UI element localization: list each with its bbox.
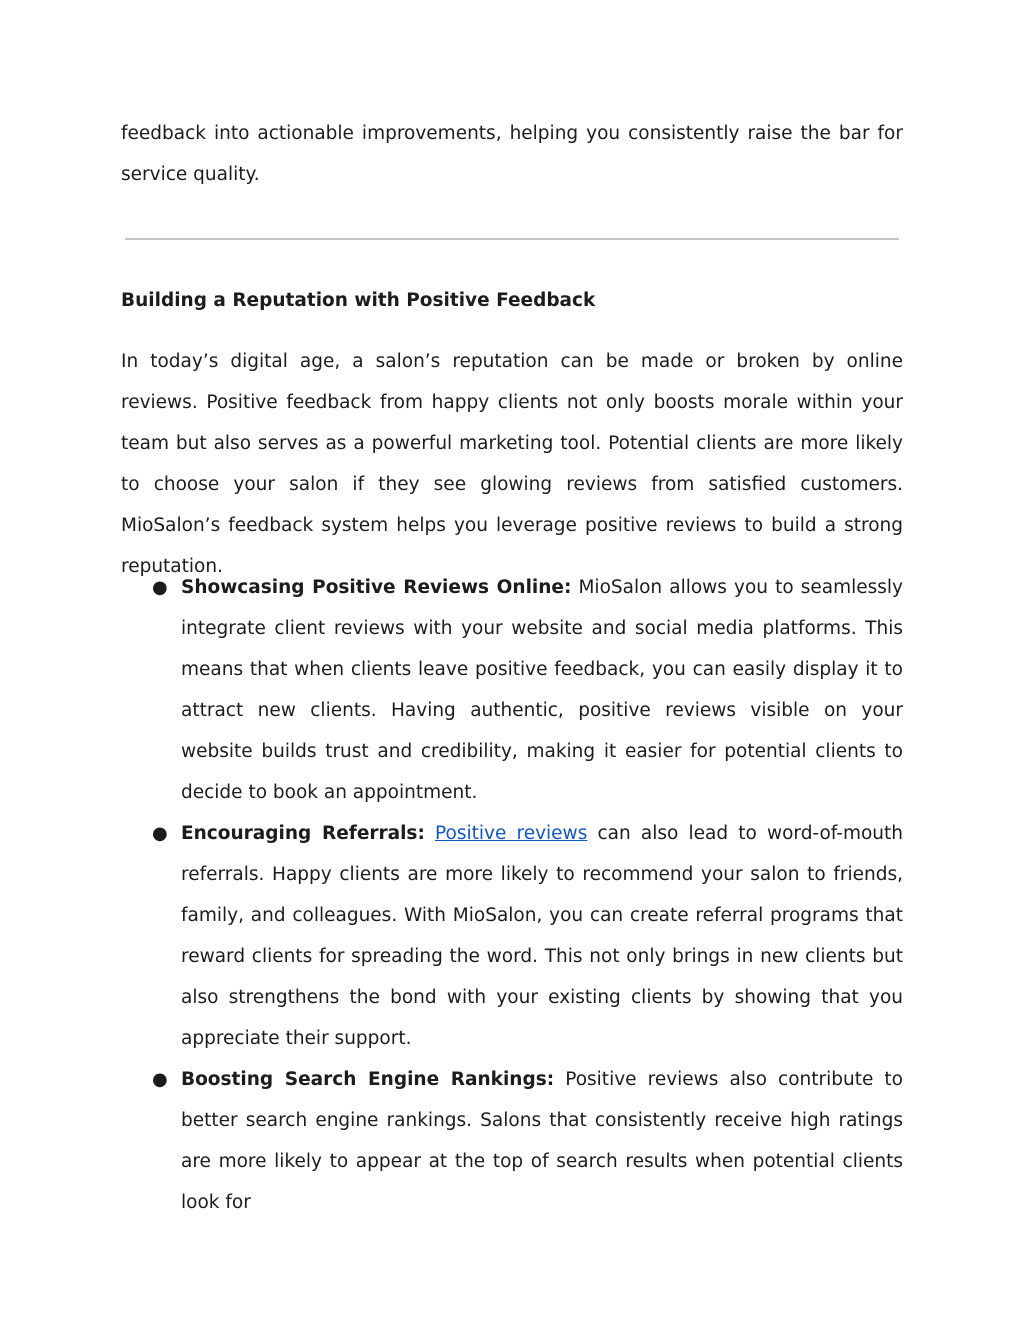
positive-reviews-link[interactable]: Positive reviews — [435, 823, 588, 844]
list-item — [121, 813, 903, 1059]
list-item — [121, 567, 903, 813]
bullet-icon: ● — [152, 823, 168, 844]
bullet-lead: Boosting Search Engine Rankings: — [181, 1069, 555, 1090]
bullet-list — [121, 567, 903, 1223]
list-item — [121, 1059, 903, 1223]
bullet-text: MioSalon allows you to seamlessly integrate client reviews with your website and social media platforms. This means that when clients leave positive feedback, you can easily display it to attract new clients. Having authentic, positive reviews visible on your website builds trust and credibility, making it easier for potential clients to decide to book an appointment. — [181, 577, 903, 803]
bullet-icon: ● — [152, 1069, 168, 1090]
horizontal-divider — [125, 238, 899, 240]
section-heading: Building a Reputation with Positive Feedback — [121, 290, 596, 311]
bullet-lead: Encouraging Referrals: — [181, 823, 425, 844]
intro-continuation-paragraph: feedback into actionable improvements, helping you consistently raise the bar for service quality. — [121, 123, 903, 185]
bullet-lead: Showcasing Positive Reviews Online: — [181, 577, 572, 598]
bullet-icon: ● — [152, 577, 168, 598]
bullet-text: can also lead to word-of-mouth referrals. Happy clients are more likely to recommend your salon to friends, family, and colleagues. With MioSalon, you can create referral programs that reward clients for spreading the word. This not only brings in new clients but also strengthens the bond with your existing clients by showing that you appreciate their support. — [181, 823, 903, 1049]
section-paragraph: In today’s digital age, a salon’s reputation can be made or broken by online reviews. Positive feedback from happy clients not only boosts morale within your team but also serves as a powerful marketing tool. Potential clients are more likely to choose your salon if they see glowing reviews from satisfied customers. MioSalon’s feedback system helps you leverage positive reviews to build a strong reputation. — [121, 351, 903, 577]
bullet-text: Positive reviews also contribute to better search engine rankings. Salons that consistently receive high ratings are more likely to appear at the top of search results when potential clients look for — [181, 1069, 903, 1213]
